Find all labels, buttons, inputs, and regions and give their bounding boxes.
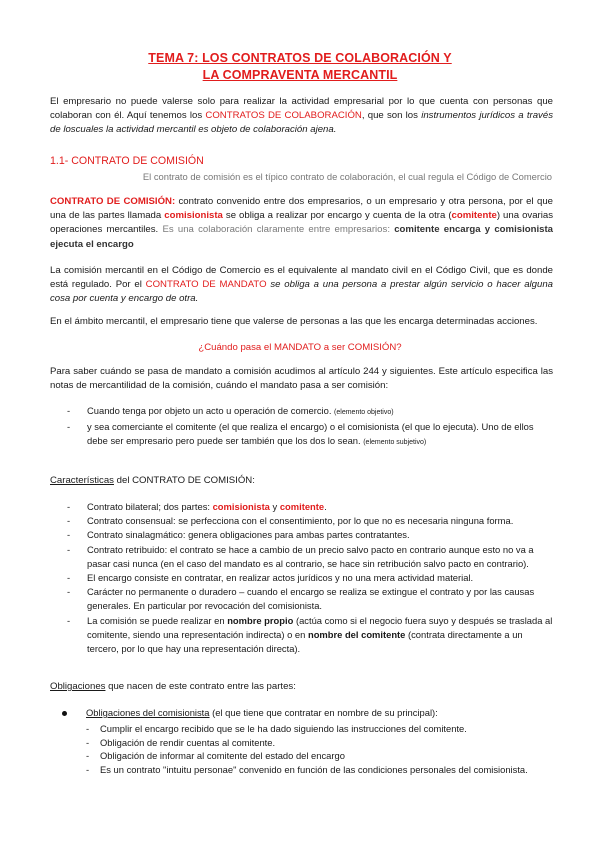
bilateral-comitente: comitente (279, 501, 325, 512)
title-line-1: TEMA 7: LOS CONTRATOS DE COLABORACIÓN Y (148, 51, 452, 65)
obligaciones-underlined: Obligaciones (50, 681, 106, 692)
last-text-2: (actúa como si el negocio fuera suyo y después se traslada al comitente, siendo una representación indirecta) o en (87, 614, 553, 640)
section-heading: 1.1- CONTRATO DE COMISIÓN (50, 155, 204, 167)
intro-text: El empresario no puede valerse solo para realizar la actividad empresarial por lo que cuenta con personas que colaboran con él. Aquí tenemos los (50, 96, 553, 122)
definition-bold: comitente encarga y comisionista ejecuta el encargo (50, 224, 553, 250)
list-item: - Cumplir el encargo recibido que se le ha dado siguiendo las instrucciones del comitente. (84, 722, 554, 736)
list-item (50, 500, 555, 514)
intro-text-2: , que son los (361, 110, 422, 122)
definition-term: CONTRATO DE COMISIÓN: (50, 196, 176, 207)
list-item: - Obligación de rendir cuentas al comitente. (84, 736, 554, 750)
list-item (50, 420, 555, 450)
mandato-paragraph (50, 264, 553, 307)
list-item: - Carácter no permanente o duradero – cuando el encargo se realiza se extingue el contrato y por las causas generales. En particular por revocación del comisionista. (50, 585, 555, 613)
caracteristicas-underlined: Características (50, 475, 114, 486)
bilateral-y: y (269, 501, 280, 512)
ambito-paragraph: En el ámbito mercantil, el empresario tiene que valerse de personas a las que les encarga determinadas acciones. (50, 316, 538, 327)
definition-paragraph (50, 195, 553, 252)
nombre-comitente: nombre del comitente (307, 628, 406, 640)
title-line-2: LA COMPRAVENTA MERCANTIL (202, 68, 398, 82)
bilateral-text: Contrato bilateral; dos partes: (87, 501, 213, 512)
list-item: - Obligación de informar al comitente del estado del encargo (84, 749, 554, 763)
saber-paragraph: Para saber cuándo se pasa de mandato a comisión acudimos al artículo 244 y siguientes. Este artículo especifica las notas de mercantilidad de la comisión, cuándo el mandato pasa a ser comisión: (50, 366, 553, 392)
criteria-text: y sea comerciante el comitente (el que realiza el encargo) o el comisionista (el que lo ejecuta). Uno de ellos debe ser empresario pero puede ser también que los dos lo sean. (87, 421, 534, 447)
criteria-note: (elemento objetivo) (334, 409, 394, 416)
list-item (50, 614, 555, 657)
last-text-3: (contrata directamente a un tercero, por lo que hay una representación directa). (87, 628, 523, 655)
page-title (0, 50, 600, 84)
mandato-text: La comisión mercantil en el Código de Comercio es el equivalente al mandato civil en el Código Civil, que es donde está regulado. Por el (50, 265, 553, 291)
definition-gray: Es una colaboración claramente entre empresarios: (162, 224, 395, 236)
obligaciones-list (84, 722, 554, 776)
list-item: - Contrato consensual: se perfecciona con el consentimiento, por lo que no es necesaria ninguna forma. (50, 514, 555, 528)
nombre-propio: nombre propio (227, 614, 294, 626)
bullet-underlined: Obligaciones del comisionista (86, 707, 210, 718)
definition-text-2: se obliga a realizar por encargo y cuenta de la otra ( (222, 210, 452, 222)
criteria-note: (elemento subjetivo) (363, 439, 427, 447)
bilateral-comisionista: comisionista (212, 501, 270, 512)
list-item: - El encargo consiste en contratar, en realizar actos jurídicos y no una mera actividad material. (50, 571, 555, 585)
caracteristicas-rest: del CONTRATO DE COMISIÓN: (113, 475, 255, 486)
intro-italic: instrumentos jurídicos a través de loscuales la actividad mercantil es objeto de colaboración ajena. (50, 110, 553, 136)
mandato-italic: se obliga a una persona a prestar algún servicio o hacer alguna cosa por cuenta y encargo de otra. (50, 279, 553, 305)
definition-text-3: ) una ovarias operaciones mercantiles. (50, 210, 554, 236)
intro-highlight: CONTRATOS DE COLABORACIÓN (205, 110, 362, 122)
caracteristicas-heading (50, 474, 553, 488)
last-text: La comisión se puede realizar en (87, 614, 228, 626)
list-item: - Es un contrato "intuitu personae" convenido en función de las condiciones personales del comisionista. (84, 763, 554, 777)
question-heading: ¿Cuándo pasa el MANDATO a ser COMISIÓN? (198, 342, 402, 353)
caracteristicas-list (50, 500, 555, 656)
obligaciones-bullet (62, 706, 576, 720)
term-comitente: comitente (451, 210, 497, 222)
obligaciones-rest: que nacen de este contrato entre las partes: (105, 681, 296, 692)
obligaciones-heading (50, 680, 553, 694)
criteria-text: Cuando tenga por objeto un acto u operación de comercio. (87, 405, 335, 416)
mandato-highlight: CONTRATO DE MANDATO (145, 279, 267, 291)
criteria-list (50, 404, 555, 451)
bilateral-end: . (324, 501, 327, 512)
definition-text: contrato convenido entre dos empresarios, o un empresario y otra persona, por el que una de las partes llamada (50, 196, 553, 222)
intro-paragraph (50, 95, 553, 138)
bullet-rest: (el que tiene que contratar en nombre de su principal): (209, 707, 438, 718)
term-comisionista: comisionista (164, 210, 223, 222)
list-item: - Contrato sinalagmático: genera obligaciones para ambas partes contratantes. (50, 528, 555, 542)
section-subheading: El contrato de comisión es el típico contrato de colaboración, el cual regula el Código de Comercio (142, 171, 552, 182)
list-item: - Contrato retribuido: el contrato se hace a cambio de un precio salvo pacto en contrario aunque esto no va a pasar casi nunca (en el caso del mandato es al contrario, se hace sin retribución salvo pacto en contrario). (50, 543, 555, 571)
list-item (50, 404, 555, 420)
